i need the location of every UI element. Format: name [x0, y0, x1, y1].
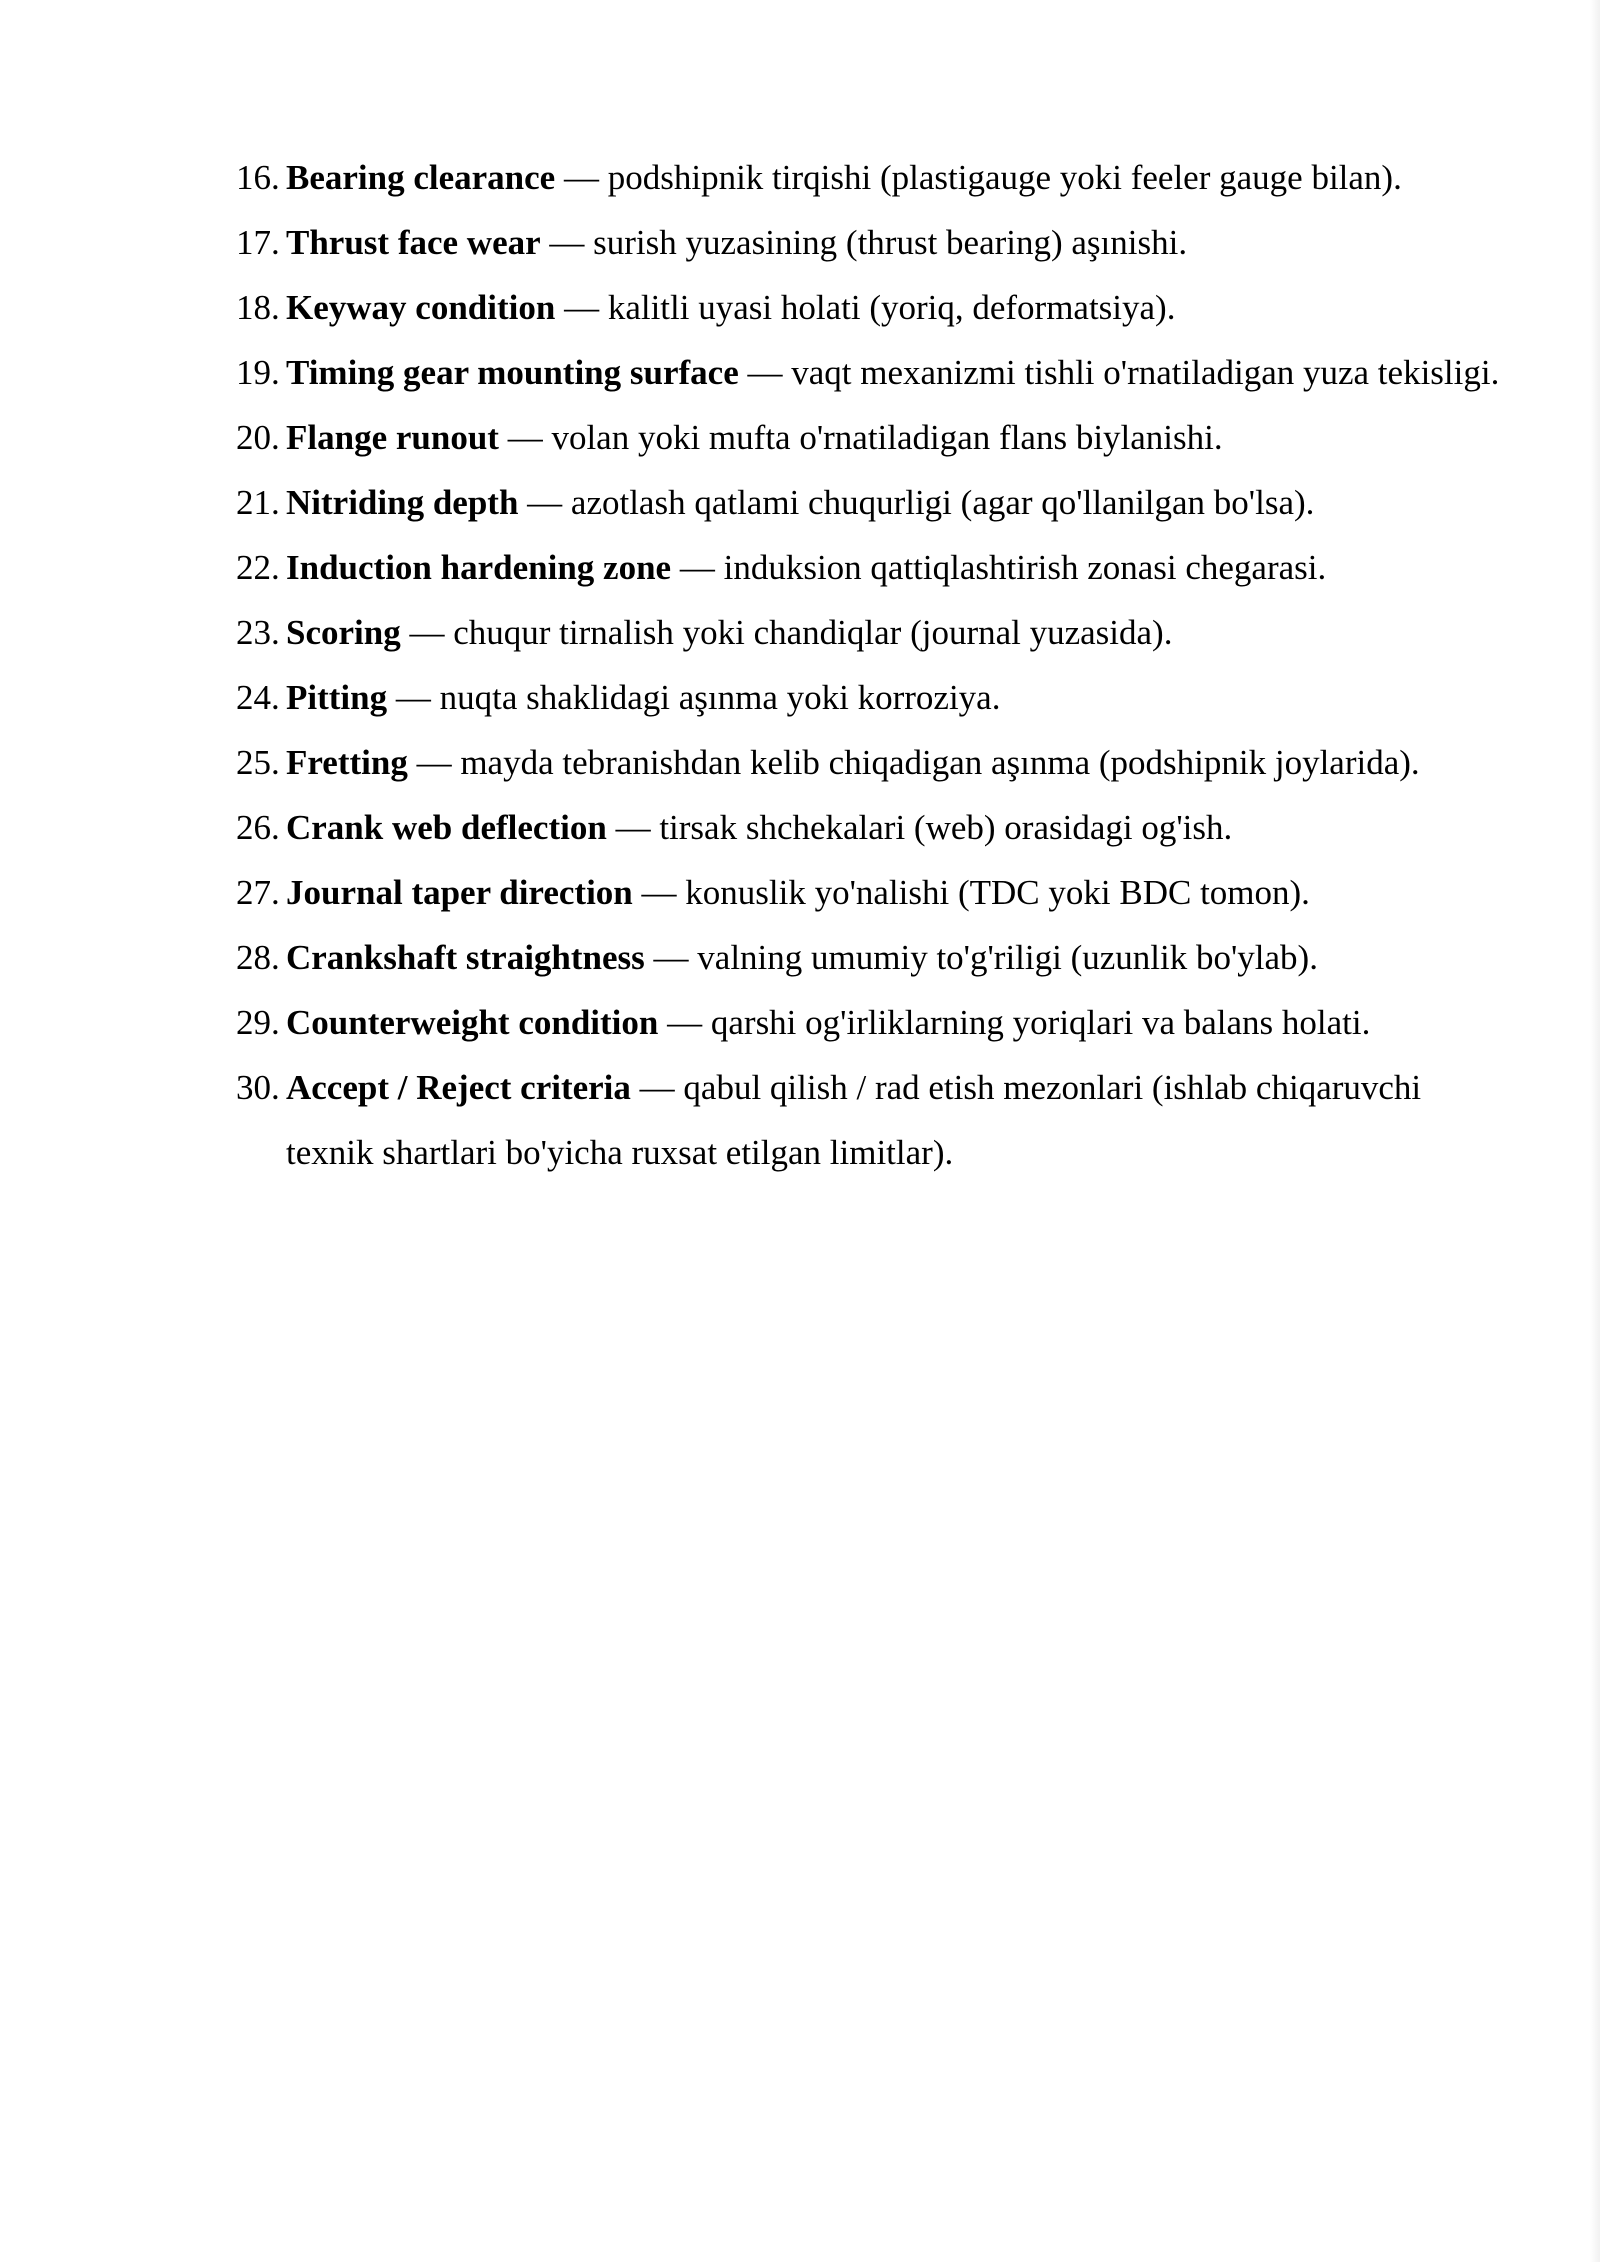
item-description: — qabul qilish / rad etish mezonlari (ishlab chiqaruvchi texnik shartlari bo'yicha ruxsat etilgan limitlar).	[286, 1068, 1422, 1172]
item-term: Counterweight condition	[286, 1003, 659, 1042]
item-term: Flange runout	[286, 418, 499, 457]
item-term: Induction hardening zone	[286, 548, 672, 587]
list-item	[0, 990, 1600, 1055]
definition-list	[0, 145, 1600, 1185]
item-description: — azotlash qatlami chuqurligi (agar qo'llanilgan bo'lsa).	[518, 483, 1315, 522]
item-number: 28.	[236, 938, 280, 977]
item-term: Scoring	[286, 613, 401, 652]
item-number: 24.	[236, 678, 280, 717]
list-item	[0, 665, 1600, 730]
item-number: 26.	[236, 808, 280, 847]
item-number: 19.	[236, 353, 280, 392]
page-edge-shadow	[1590, 0, 1600, 2262]
list-item	[0, 535, 1600, 600]
item-description: — nuqta shaklidagi aşınma yoki korroziya.	[387, 678, 1001, 717]
list-item	[0, 730, 1600, 795]
item-term: Crank web deflection	[286, 808, 607, 847]
item-number: 27.	[236, 873, 280, 912]
list-item	[0, 600, 1600, 665]
list-item	[0, 145, 1600, 210]
item-description: — tirsak shchekalari (web) orasidagi og'ish.	[606, 808, 1233, 847]
item-term: Thrust face wear	[286, 223, 541, 262]
item-number: 18.	[236, 288, 280, 327]
item-description: — qarshi og'irliklarning yoriqlari va balans holati.	[658, 1003, 1371, 1042]
item-description: — kalitli uyasi holati (yoriq, deformatsiya).	[555, 288, 1176, 327]
item-term: Journal taper direction	[286, 873, 633, 912]
list-item	[0, 210, 1600, 275]
item-number: 22.	[236, 548, 280, 587]
item-number: 30.	[236, 1068, 280, 1107]
item-number: 25.	[236, 743, 280, 782]
item-number: 20.	[236, 418, 280, 457]
item-term: Nitriding depth	[286, 483, 519, 522]
item-term: Pitting	[286, 678, 388, 717]
list-item	[0, 795, 1600, 860]
item-description: — volan yoki mufta o'rnatiladigan flans biylanishi.	[498, 418, 1223, 457]
list-item	[0, 405, 1600, 470]
item-term: Accept / Reject criteria	[286, 1068, 631, 1107]
item-description: — chuqur tirnalish yoki chandiqlar (journal yuzasida).	[400, 613, 1173, 652]
item-number: 23.	[236, 613, 280, 652]
item-description: — mayda tebranishdan kelib chiqadigan aşınma (podshipnik joylarida).	[407, 743, 1420, 782]
item-term: Fretting	[286, 743, 408, 782]
list-item	[0, 470, 1600, 535]
item-term: Timing gear mounting surface	[286, 353, 739, 392]
item-number: 16.	[236, 158, 280, 197]
list-item	[0, 340, 1600, 405]
item-term: Bearing clearance	[286, 158, 556, 197]
item-description: — konuslik yo'nalishi (TDC yoki BDC tomon).	[632, 873, 1310, 912]
list-item	[0, 275, 1600, 340]
item-number: 29.	[236, 1003, 280, 1042]
item-description: — surish yuzasining (thrust bearing) aşınishi.	[540, 223, 1188, 262]
item-number: 21.	[236, 483, 280, 522]
list-item	[0, 1055, 1600, 1185]
item-description: — podshipnik tirqishi (plastigauge yoki feeler gauge bilan).	[555, 158, 1402, 197]
list-item	[0, 860, 1600, 925]
item-description: — induksion qattiqlashtirish zonasi chegarasi.	[671, 548, 1327, 587]
item-term: Crankshaft straightness	[286, 938, 645, 977]
item-description: — valning umumiy to'g'riligi (uzunlik bo'ylab).	[644, 938, 1318, 977]
item-description: — vaqt mexanizmi tishli o'rnatiladigan yuza tekisligi.	[738, 353, 1500, 392]
list-item	[0, 925, 1600, 990]
item-term: Keyway condition	[286, 288, 556, 327]
item-number: 17.	[236, 223, 280, 262]
